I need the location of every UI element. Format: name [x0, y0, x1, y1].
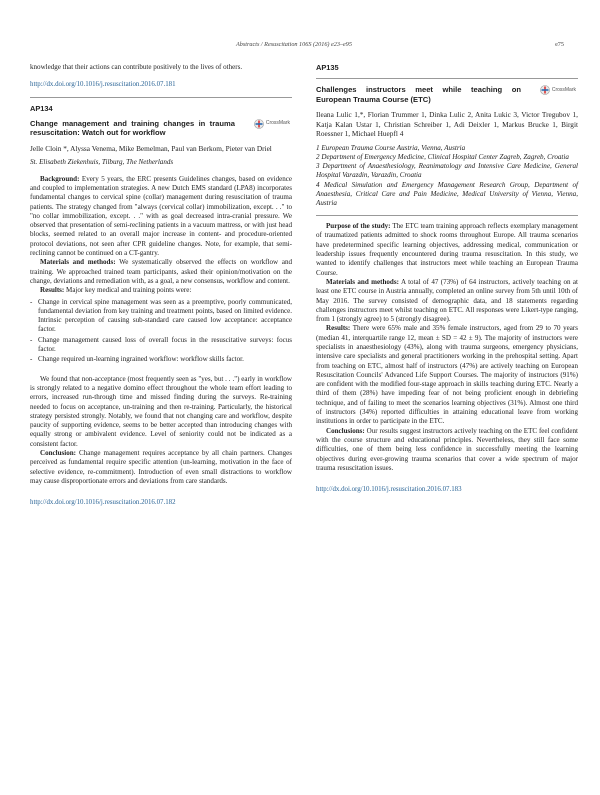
methods-label: Materials and methods:: [326, 277, 399, 286]
purpose-label: Purpose of the study:: [326, 222, 391, 231]
background-text: Every 5 years, the ERC presents Guidelines changes, based on evidence and coupled to implementation strategies. A new Dutch EMS standard (LPA8) incorporates fundamental changes to cervical spine (collar) management during resuscitation of trauma patients. The strategy changed from "always (cervical collar) immobilization, except. . ." to "no collar immobilization, except. . ." with as goal decreased intra-cranial pressure. We observed that presentation of semi-reclining patients in a vacuum mattress, or with just head blocks, seemed related to an overall major increase in content- and procedure-oriented protocol deviations, not seen after CPR guideline changes. Note, for example, that semi-reclining cannot be continued on a CT-gantry.: [30, 174, 293, 258]
results-text: There were 65% male and 35% female instructors, aged from 29 to 70 years (median 41, interquartile range 12, mean ± SD = 42 ± 9). The majority of instructors were specialists in anaesthesiology (43%), along with trauma surgeons, emergency physicians, intensive care specialists and general practitioners working in the prehospital setting. Apart from teaching on ETC, almost half of instructors (47%) are actively teaching on European Resuscitation Councils' Advanced Life Support Courses. The majority of instructors (91%) are confident with the modified four-stage approach in skills teaching during ETC. Nearly a third of them (28%) have impeding fear of not being proficient enough in debriefing technique, and of failing to meet the scenarios learning objectives (31%). Almost one third of instructors (34%) reported difficulties in attaining educational leave from working institutions in order to participate in the ETC.: [316, 324, 578, 426]
purpose-paragraph: [316, 222, 578, 278]
doi-link[interactable]: http://dx.doi.org/10.1016/j.resuscitation.2016.07.183: [316, 486, 462, 494]
list-item: - Change in cervical spine management was seen as a preemptive, poorly communicated, fundamental deviation from key training and treatment points, based on limited evidence. Intrinsic perception of causing sub-standard care caused low acceptance: acceptance factor.: [30, 298, 292, 335]
background-paragraph: [30, 175, 292, 259]
affiliation: St. Elisabeth Ziekenhuis, Tilburg, The Netherlands: [30, 158, 174, 167]
conclusions-text: Our results suggest instructors actively teaching on the ETC feel confident with the course structure and educational principles. Nevertheless, they still face some difficulties, one of them being less confidence in successfully meeting the learning objectives during ever-growing trauma scenarios that cover a wide spectrum of major trauma resuscitation issues.: [316, 426, 578, 472]
title-row: [30, 119, 292, 138]
right-column: [316, 63, 578, 501]
doi-link[interactable]: http://dx.doi.org/10.1016/j.resuscitation.2016.07.182: [30, 499, 176, 507]
methods-text: We systematically observed the effects on workflow and training. We approached trained team participants, asked their opinion/motivation on the change, deviations and remediation with, as a goal, a new consensus, workflow and content.: [30, 258, 292, 285]
continuation-text: knowledge that their actions can contribute positively to the lives of others.: [30, 63, 243, 71]
left-column: [30, 63, 292, 514]
abstract-title: Change management and training changes in trauma resuscitation: Watch out for workflow: [30, 118, 235, 138]
crossmark-label: CrossMark: [265, 120, 290, 127]
abstract-title: Challenges instructors meet while teaching on European Trauma Course (ETC): [316, 85, 521, 104]
methods-label: Materials and methods:: [40, 258, 116, 267]
abstract-id: AP134: [30, 103, 53, 113]
author-list: Ileana Lulic 1,*, Florian Trummer 1, Dinka Lulic 2, Anita Lukic 3, Victor Tregubov 1, Katja Kalan Ustar 1, Christian Schreiber 1, Adi Deixler 1, Markus Brucke 1, Birgit Roessner 1, Michael Huepfl 4: [316, 110, 578, 139]
list-item: - Change required un-learning ingrained workflow: workflow skills factor.: [30, 355, 292, 364]
affiliation: 1 European Trauma Course Austria, Vienna, Austria: [316, 143, 466, 152]
affiliation-list: [316, 144, 578, 208]
crossmark-badge[interactable]: [540, 85, 576, 95]
running-head: [24, 41, 564, 48]
conclusion-paragraph: [30, 449, 292, 486]
abstract-id: AP135: [316, 63, 339, 72]
list-item: - Change management caused loss of overall focus in the resuscitative surveys: focus factor.: [30, 336, 292, 355]
page-number: e75: [555, 41, 564, 48]
methods-paragraph: [30, 258, 292, 286]
results-label: Results:: [326, 324, 351, 333]
section-divider: [316, 78, 578, 79]
author-list: Jelle Cloin *, Alyssa Venema, Mike Bemelman, Paul van Berkom, Pieter van Driel: [30, 144, 272, 154]
journal-citation: Abstracts / Resuscitation 106S (2016) e23–e95: [235, 41, 352, 48]
affiliation: 2 Department of Emergency Medicine, Clinical Hospital Center Zagreb, Zagreb, Croatia: [316, 152, 569, 161]
results-paragraph: We found that non-acceptance (most frequently seen as "yes, but . . .") early in workflow is strongly related to a negative domino effect throughout the whole team effort leading to errors, increased run-through time and missed finding during the surveys. Re-training needed to focus on acceptance, un-training and then re-training. Particularly, the historical strategy persisted strongly. Notably, we found that not changing care and workflow, despite paucity of supporting evidence, seems to be better accepted than introducing changes with equally strong or ambivalent evidence. Level of seniority could not be indicated as a consistent factor.: [30, 374, 292, 448]
purpose-text: The ETC team training approach reflects exemplary management of traumatized patients admitted to shock rooms throughout Europe. All trauma scenarios have predetermined specific learning objectives, addressing medical, communication or leadership issues frequently encountered during trauma resuscitation. In this study, we wanted to identify challenges that instructors meet while teaching an European Trauma Course.: [316, 222, 579, 277]
results-label: Results:: [40, 286, 65, 295]
results-intro-paragraph: [30, 286, 292, 295]
background-label: Background:: [40, 174, 80, 183]
results-paragraph: [316, 324, 578, 426]
conclusions-paragraph: [316, 427, 578, 473]
results-list: [30, 298, 292, 365]
section-divider: [30, 97, 292, 98]
results-intro: Major key medical and training points were:: [66, 286, 192, 295]
conclusion-label: Conclusion:: [40, 449, 77, 457]
methods-paragraph: [316, 278, 578, 324]
crossmark-badge[interactable]: [254, 119, 290, 129]
crossmark-icon: [540, 85, 550, 95]
conclusions-label: Conclusions:: [326, 426, 365, 435]
crossmark-icon: [254, 119, 264, 129]
methods-text: A total of 47 (73%) of 64 instructors, actively teaching on at least one ETC course in Austria annually, completed an online survey from 5th until 10th of May 2016. The survey consisted of demographic data, and 18 statements regarding challenges instructors meet whilst teaching on ETC. All responses were Likert-type ranging, from 1 (strongly agree) to 5 (strongly disagree).: [316, 277, 579, 324]
section-divider: [316, 215, 578, 216]
crossmark-label: CrossMark: [551, 86, 576, 93]
conclusion-text: Change management requires acceptance by all chain partners. Changes perceived as fundamental require specific attention (un-learning, motivation in the face of selective evidence, re-commitment). Introduction of even small distractions to workflow may cause disproportionate errors and deviations from care standards.: [30, 449, 293, 485]
affiliation: 3 Department of Anaesthesiology, Reanimatology and Intensive Care Medicine, General Hospital Varazdin, Varazdin, Croatia: [316, 162, 578, 180]
doi-link-prev[interactable]: http://dx.doi.org/10.1016/j.resuscitation.2016.07.181: [30, 81, 176, 89]
affiliation: 4 Medical Simulation and Emergency Management Research Group, Department of Anaesthesia, Critical Care and Pain Medicine, Medical University of Vienna, Vienna, Austria: [316, 180, 578, 207]
title-row: [316, 85, 578, 104]
